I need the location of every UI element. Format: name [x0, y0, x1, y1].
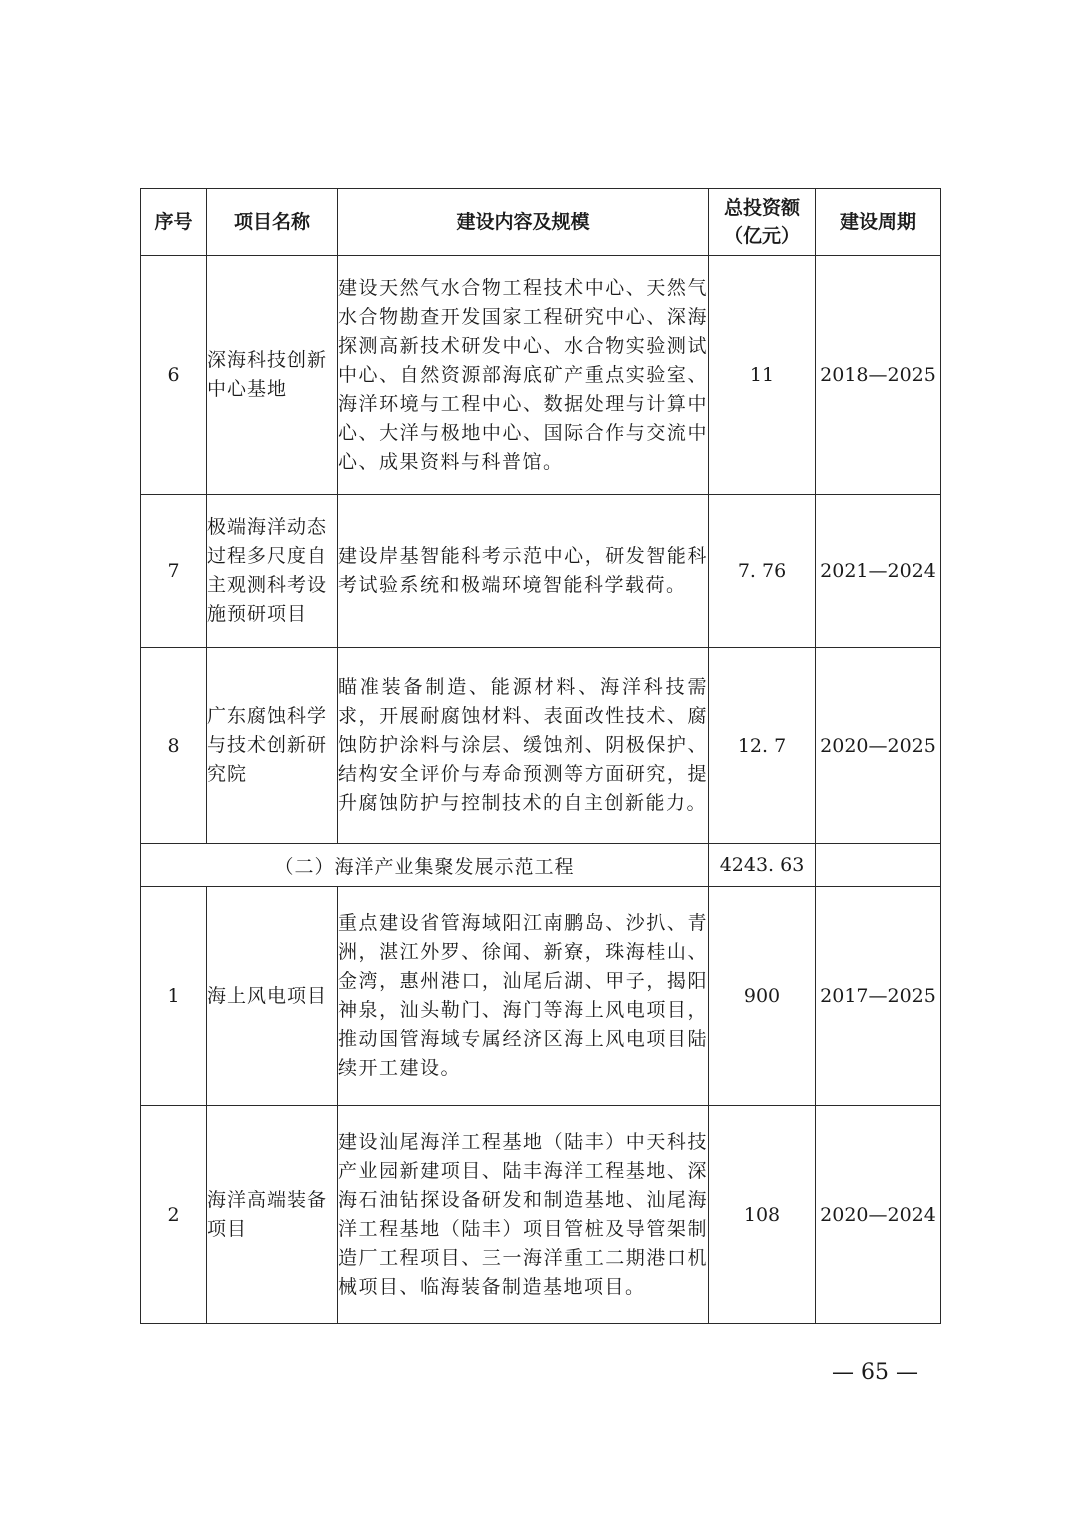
row-period: 2020—2025 — [816, 648, 941, 844]
row-content: 瞄准装备制造、能源材料、海洋科技需求，开展耐腐蚀材料、表面改性技术、腐蚀防护涂料与涂层、缓蚀剂、阴极保护、结构安全评价与寿命预测等方面研究，提升腐蚀防护与控制技术的自主创新能力。 — [338, 648, 709, 844]
row-period: 2017—2025 — [816, 887, 941, 1106]
row-amount: 108 — [709, 1106, 816, 1324]
row-seq: 7 — [141, 495, 207, 648]
row-period: 2018—2025 — [816, 256, 941, 495]
row-content: 建设岸基智能科考示范中心，研发智能科考试验系统和极端环境智能科学载荷。 — [338, 495, 709, 648]
row-content: 重点建设省管海域阳江南鹏岛、沙扒、青洲，湛江外罗、徐闻、新寮，珠海桂山、金湾，惠州港口，汕尾后湖、甲子，揭阳神泉，汕头勒门、海门等海上风电项目，推动国管海域专属经济区海上风电项目陆续开工建设。 — [338, 887, 709, 1106]
header-content: 建设内容及规模 — [338, 189, 709, 256]
section-label: （二）海洋产业集聚发展示范工程 — [141, 844, 709, 887]
table-row — [141, 1106, 941, 1324]
header-name: 项目名称 — [207, 189, 338, 256]
row-name: 海洋高端装备项目 — [207, 1106, 338, 1324]
row-content: 建设汕尾海洋工程基地（陆丰）中天科技产业园新建项目、陆丰海洋工程基地、深海石油钻探设备研发和制造基地、汕尾海洋工程基地（陆丰）项目管桩及导管架制造厂工程项目、三一海洋重工二期港口机械项目、临海装备制造基地项目。 — [338, 1106, 709, 1324]
table-row — [141, 887, 941, 1106]
table-row — [141, 648, 941, 844]
row-amount: 7. 76 — [709, 495, 816, 648]
row-seq: 8 — [141, 648, 207, 844]
header-amount-line1: 总投资额 — [723, 197, 800, 219]
row-name: 海上风电项目 — [207, 887, 338, 1106]
table-row — [141, 495, 941, 648]
row-period: 2021—2024 — [816, 495, 941, 648]
header-seq: 序号 — [141, 189, 207, 256]
projects-table — [140, 188, 941, 1324]
section-period-empty — [816, 844, 941, 887]
row-content: 建设天然气水合物工程技术中心、天然气水合物勘查开发国家工程研究中心、深海探测高新技术研发中心、水合物实验测试中心、自然资源部海底矿产重点实验室、海洋环境与工程中心、数据处理与计算中心、大洋与极地中心、国际合作与交流中心、成果资料与科普馆。 — [338, 256, 709, 495]
row-amount: 12. 7 — [709, 648, 816, 844]
section-amount: 4243. 63 — [709, 844, 816, 887]
section-row — [141, 844, 941, 887]
header-period: 建设周期 — [816, 189, 941, 256]
header-amount-line2: （亿元） — [723, 225, 800, 247]
row-amount: 900 — [709, 887, 816, 1106]
table-header-row — [141, 189, 941, 256]
row-name: 极端海洋动态过程多尺度自主观测科考设施预研项目 — [207, 495, 338, 648]
page-number: — 65 — — [832, 1360, 918, 1385]
row-amount: 11 — [709, 256, 816, 495]
row-name: 深海科技创新中心基地 — [207, 256, 338, 495]
row-name: 广东腐蚀科学与技术创新研究院 — [207, 648, 338, 844]
row-seq: 2 — [141, 1106, 207, 1324]
row-seq: 6 — [141, 256, 207, 495]
row-period: 2020—2024 — [816, 1106, 941, 1324]
row-seq: 1 — [141, 887, 207, 1106]
header-amount — [709, 189, 816, 256]
table-row — [141, 256, 941, 495]
